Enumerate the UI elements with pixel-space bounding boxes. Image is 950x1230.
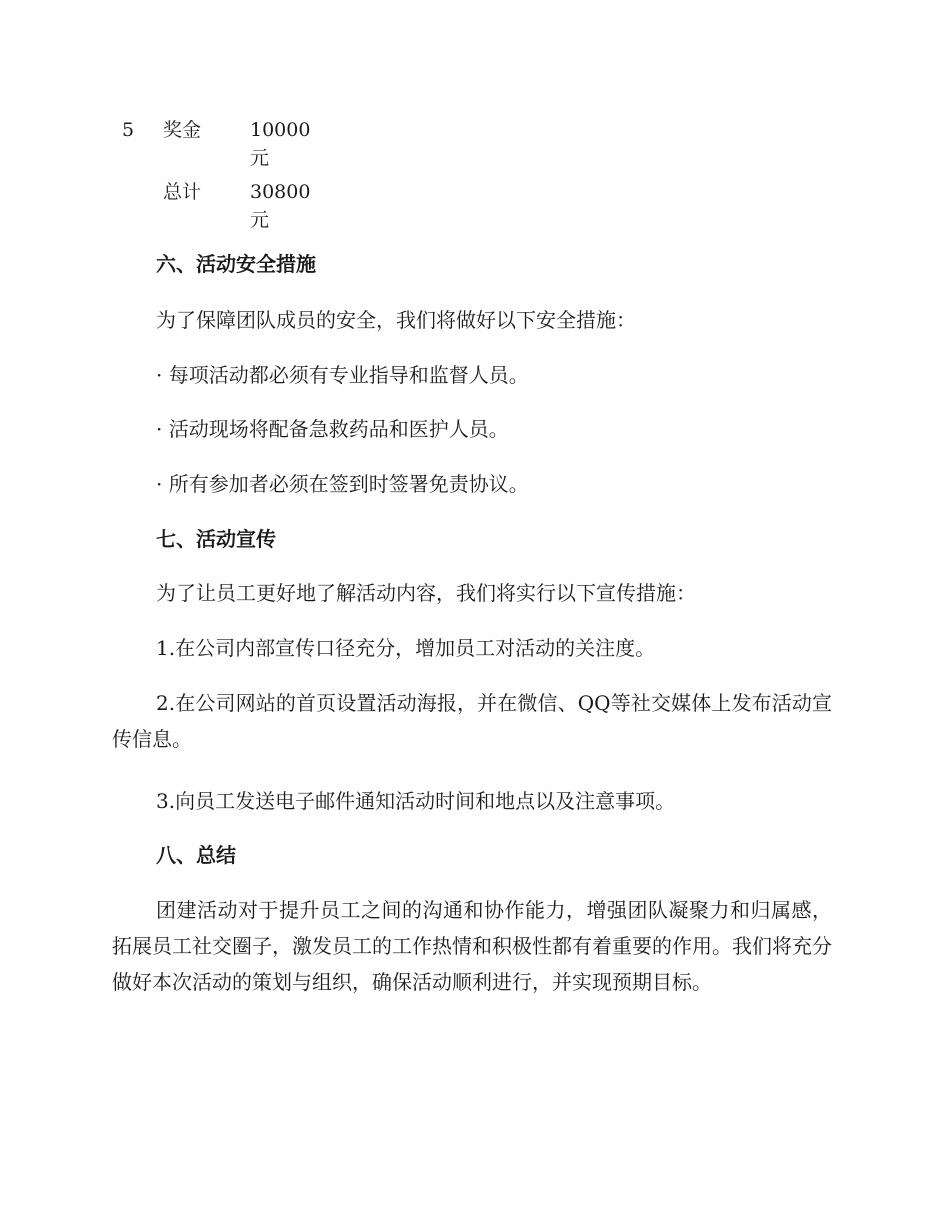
safety-bullet: · 所有参加者必须在签到时签署免责协议。 xyxy=(156,472,529,496)
amount-value: 30800 xyxy=(250,181,311,203)
table-row xyxy=(112,178,372,240)
safety-bullet: · 每项活动都必须有专业指导和监督人员。 xyxy=(156,363,529,387)
section6-heading: 六、活动安全措施 xyxy=(156,252,316,276)
amount-unit: 元 xyxy=(250,209,270,231)
row-amount xyxy=(250,178,310,234)
table-row xyxy=(112,116,372,178)
section6-intro: 为了保障团队成员的安全，我们将做好以下安全措施： xyxy=(156,308,636,332)
promo-item: 3.向员工发送电子邮件通知活动时间和地点以及注意事项。 xyxy=(156,789,676,813)
amount-unit: 元 xyxy=(250,147,270,169)
row-amount xyxy=(250,116,310,172)
promo-item: 2.在公司网站的首页设置活动海报，并在微信、QQ等社交媒体上发布活动宣传信息。 xyxy=(112,691,832,751)
promo-item: 1.在公司内部宣传口径充分，增加员工对活动的关注度。 xyxy=(156,636,656,660)
section7-heading: 七、活动宣传 xyxy=(156,527,276,551)
summary-paragraph: 团建活动对于提升员工之间的沟通和协作能力，增强团队凝聚力和归属感，拓展员工社交圈子，激发员工的工作热情和积极性都有着重要的作用。我们将充分做好本次活动的策划与组织，确保活动顺利进行，并实现预期目标。 xyxy=(112,898,832,994)
row-number: 5 xyxy=(122,119,135,141)
section7-intro: 为了让员工更好地了解活动内容，我们将实行以下宣传措施： xyxy=(156,581,696,605)
budget-table xyxy=(112,116,372,240)
row-item: 总计 xyxy=(163,181,202,203)
amount-value: 10000 xyxy=(250,119,311,141)
row-item: 奖金 xyxy=(163,119,202,141)
safety-bullet: · 活动现场将配备急救药品和医护人员。 xyxy=(156,417,509,441)
section8-heading: 八、总结 xyxy=(156,843,236,867)
